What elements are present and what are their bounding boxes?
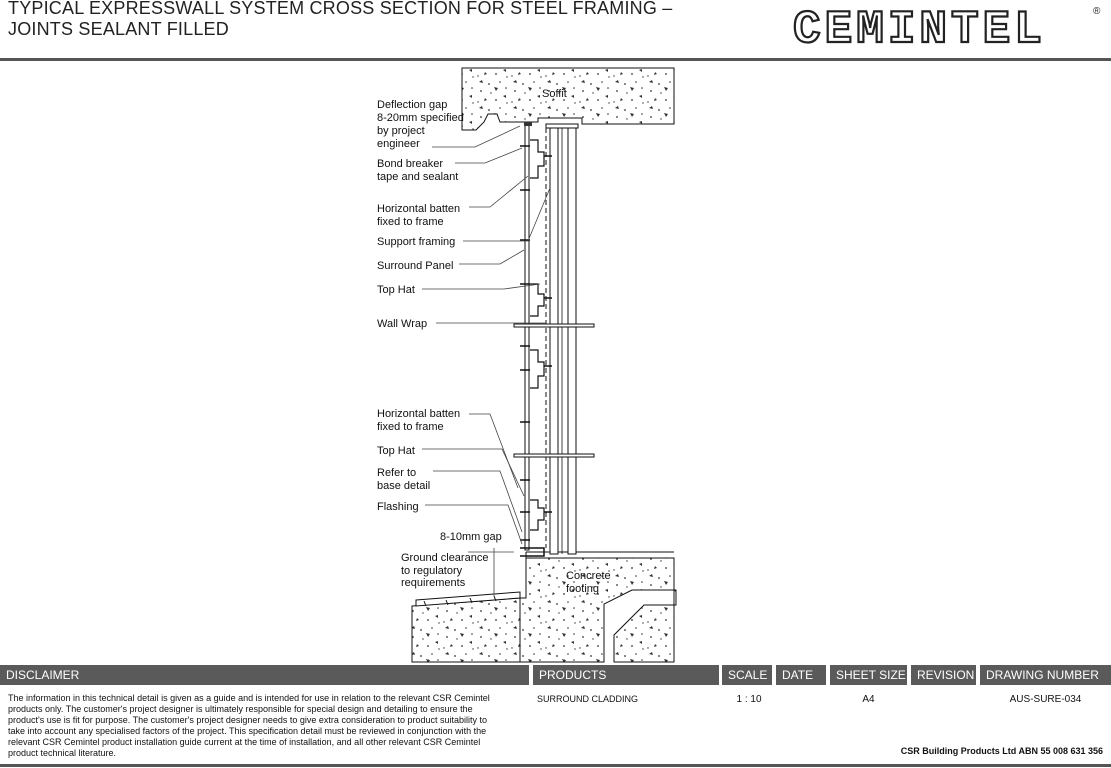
label-concrete-footing-1: Concrete [566, 570, 611, 582]
disclaimer-text [8, 693, 528, 759]
label-deflection-gap-3: by project [377, 125, 425, 137]
leader-lines [422, 126, 550, 596]
label-flashing: Flashing [377, 501, 419, 513]
label-ground-clearance-3: requirements [401, 577, 466, 589]
registered-mark: ® [1093, 6, 1101, 17]
label-gap: 8-10mm gap [440, 531, 502, 543]
disclaimer-line: product technical literature. [8, 748, 117, 758]
cemintel-logo [793, 2, 1105, 55]
products-value: SURROUND CLADDING [537, 694, 639, 704]
wall-assembly [514, 122, 594, 556]
label-horizontal-batten-1a: Horizontal batten [377, 203, 461, 215]
label-soffit: Soffit [542, 88, 567, 100]
label-refer-base-2: base detail [377, 480, 431, 492]
date-heading: DATE [776, 665, 826, 685]
products-heading: PRODUCTS [533, 665, 719, 685]
drawing-title [8, 0, 672, 40]
disclaimer-line: The information in this technical detail is given as a guide and is intended for use in relation to the relevant CSR Cemintel [8, 693, 490, 703]
label-wall-wrap: Wall Wrap [377, 318, 428, 330]
drawing-title-line-2: JOINTS SEALANT FILLED [8, 19, 229, 39]
disclaimer-line: relevant CSR Cemintel product installation guide current at the time of installation, and all other relevant CSR Cemintel [8, 737, 481, 747]
disclaimer-heading: DISCLAIMER [0, 665, 529, 685]
label-ground-clearance-1: Ground clearance [401, 552, 489, 564]
label-deflection-gap-1: Deflection gap [377, 99, 448, 111]
drawing-number-heading: DRAWING NUMBER [980, 665, 1111, 685]
label-refer-base-1: Refer to [377, 467, 417, 479]
label-top-hat-2: Top Hat [377, 445, 415, 457]
label-bond-breaker-1: Bond breaker [377, 158, 444, 170]
logo-wordmark: CEMINTEL [793, 4, 1046, 50]
disclaimer-line: products only. The customer's project designer is ultimately responsible for special design and detailing to ensure the [8, 704, 473, 714]
concrete-footing [520, 552, 676, 662]
label-support-framing: Support framing [377, 236, 456, 248]
soffit-slab [462, 68, 674, 130]
label-horizontal-batten-2b: fixed to frame [377, 421, 444, 433]
label-surround-panel: Surround Panel [377, 260, 454, 272]
disclaimer-line: product's use is fit for purpose. The customer's project designer needs to give extra consideration to product suitability to [8, 715, 488, 725]
label-bond-breaker-2: tape and sealant [377, 171, 459, 183]
revision-heading: REVISION [911, 665, 976, 685]
sheet-size-heading: SHEET SIZE [830, 665, 907, 685]
label-deflection-gap-4: engineer [377, 138, 420, 150]
ground-paving [412, 592, 520, 662]
label-concrete-footing-2: footing [566, 583, 600, 595]
label-ground-clearance-2: to regulatory [401, 565, 463, 577]
sheet-size-value: A4 [862, 694, 875, 705]
company-abn: CSR Building Products Ltd ABN 55 008 631 356 [900, 746, 1103, 756]
drawing-number-value: AUS-SURE-034 [1009, 694, 1082, 705]
drawing-title-line-1: TYPICAL EXPRESSWALL SYSTEM CROSS SECTION FOR STEEL FRAMING – [8, 0, 673, 18]
label-horizontal-batten-1b: fixed to frame [377, 216, 444, 228]
label-horizontal-batten-2a: Horizontal batten [377, 408, 461, 420]
scale-value: 1 : 10 [736, 694, 762, 705]
footer-divider [0, 764, 1111, 767]
scale-heading: SCALE [722, 665, 772, 685]
cross-section-drawing [0, 61, 1111, 665]
label-deflection-gap-2: 8-20mm specified [377, 112, 464, 124]
disclaimer-line: take into account any specialised factors of the project. This specification detail must be reviewed in conjunction with the [8, 726, 487, 736]
label-top-hat-1: Top Hat [377, 284, 415, 296]
